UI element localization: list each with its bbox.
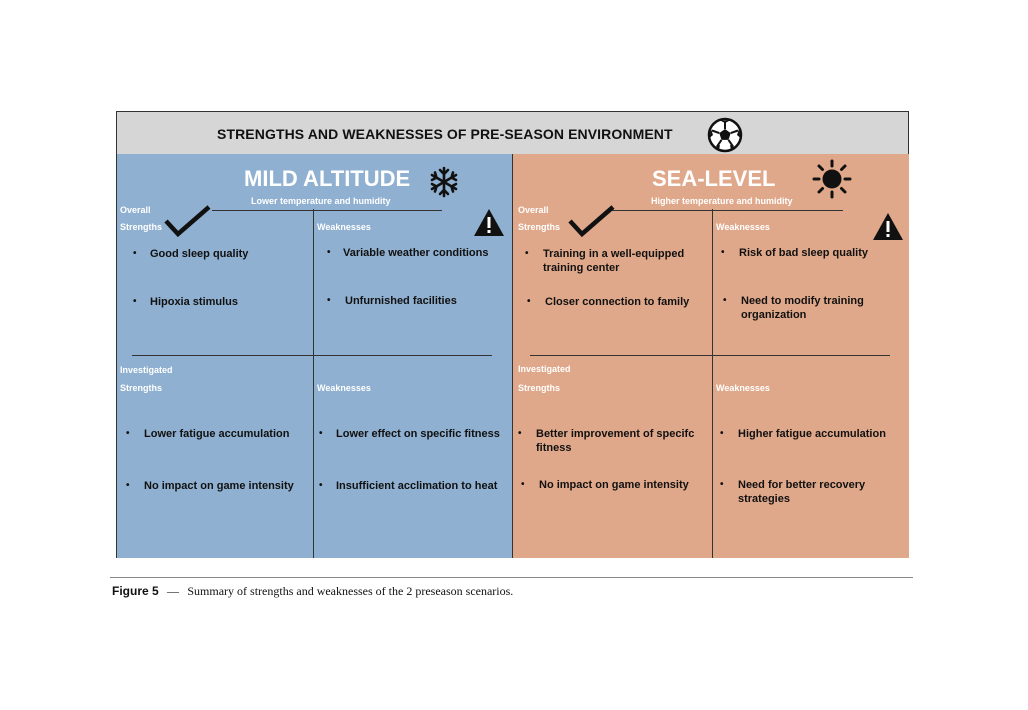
investigated-label: Investigated	[120, 365, 173, 375]
soccer-ball-icon	[707, 117, 743, 153]
list-item: Risk of bad sleep quality	[739, 247, 868, 259]
overall-label: Overall	[120, 205, 151, 215]
figure-5	[116, 111, 909, 558]
caption-label: Figure 5	[112, 584, 159, 598]
investigated-label: Investigated	[518, 364, 571, 374]
snowflake-icon	[429, 166, 459, 198]
caption-text: Summary of strengths and weaknesses of the 2 preseason scenarios.	[187, 584, 514, 598]
list-item: Need to modify training organization	[741, 295, 864, 321]
figure-caption	[112, 584, 513, 599]
caption-divider	[110, 577, 913, 578]
list-item: Good sleep quality	[150, 248, 249, 260]
sea-level-panel: SEA-LEVEL Higher temperature and humidity Overall Strengths Weaknesses • Training in a well-equipped training center • Closer connection to family • Risk of bad sleep quality • Need to modify training organization Investigated Strengths Weaknesses • Better improvement of specifc fitness • No impact on game intensity • Higher fatigue accumulation • Need for better recovery strategies	[512, 154, 909, 558]
sea-level-title: SEA-LEVEL	[652, 166, 776, 191]
sea-level-subtitle: Higher temperature and humidity	[651, 196, 793, 206]
strengths-label: Strengths	[120, 222, 163, 232]
warning-icon	[473, 208, 505, 237]
list-item: Lower fatigue accumulation	[144, 428, 290, 440]
checkmark-icon	[163, 204, 213, 238]
mild-altitude-subtitle: Lower temperature and humidity	[251, 196, 391, 206]
weaknesses-label: Weaknesses	[317, 222, 371, 232]
weaknesses-label: Weaknesses	[317, 383, 371, 393]
list-item: Training in a well-equipped training center	[543, 248, 685, 274]
list-item: Variable weather conditions	[343, 247, 489, 259]
list-item: Hipoxia stimulus	[150, 296, 239, 308]
list-item: Higher fatigue accumulation	[738, 428, 886, 440]
sun-icon	[812, 159, 852, 199]
list-item: Better improvement of specifc fitness	[536, 428, 695, 454]
figure-header	[117, 112, 908, 155]
mild-altitude-title: MILD ALTITUDE	[244, 166, 411, 191]
mild-altitude-panel: MILD ALTITUDE Lower temperature and humidity Overall Strengths Weaknesses • Good sleep quality • Hipoxia stimulus • Variable weather conditions • Unfurnished facilities Investigated Strengths Weaknesses • Lower fatigue accumulation • No impact on game intensity • Lower effect on specific fitness • Insufficient acclimation to heat	[117, 154, 512, 558]
weaknesses-label: Weaknesses	[716, 222, 770, 232]
strengths-label: Strengths	[120, 383, 163, 393]
list-item: Lower effect on specific fitness	[336, 428, 500, 440]
overall-label: Overall	[518, 205, 549, 215]
list-item: Closer connection to family	[545, 296, 690, 308]
list-item: Insufficient acclimation to heat	[336, 480, 498, 492]
list-item: Need for better recovery strategies	[738, 479, 866, 505]
strengths-label: Strengths	[518, 222, 561, 232]
warning-icon	[872, 212, 904, 241]
caption-dash: —	[167, 584, 180, 598]
weaknesses-label: Weaknesses	[716, 383, 770, 393]
list-item: No impact on game intensity	[144, 480, 294, 492]
strengths-label: Strengths	[518, 383, 561, 393]
figure-title: STRENGTHS AND WEAKNESSES OF PRE-SEASON ENVIRONMENT	[217, 126, 673, 142]
list-item: No impact on game intensity	[539, 479, 689, 491]
list-item: Unfurnished facilities	[345, 295, 457, 307]
checkmark-icon	[567, 204, 617, 238]
